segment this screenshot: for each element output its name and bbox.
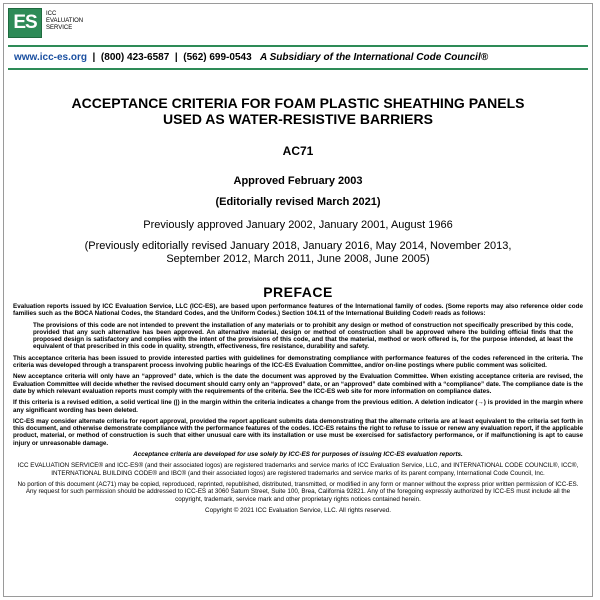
- preface-paragraph-5: ICC-ES may consider alternate criteria for report approval, provided the report applicant submits data demonstrating that the alternate criteria are at least equivalent to the criteria set forth in this document, and otherwise demonstrate compliance with the performance features of the codes. ICC-ES retains the right to refuse to issue or renew any evaluation report, if the applicable product, material, or method of construction is such that either unusual care with its installation or use must be exercised for satisfactory performance, or if malfunctioning is apt to cause injury or unreasonable damage.: [13, 417, 583, 447]
- code-quote: The provisions of this code are not intended to prevent the installation of any materials or to prohibit any design or method of construction not specifically prescribed by this code, provided that any such alternative has been approved. An alternative material, design or method of construction shall be approved where the building official finds that the proposed design is satisfactory and complies with the intent of the provisions of this code, and that the material, method or work offered is, for the purpose intended, at least the equivalent of that prescribed in this code in quality, strength, effectiveness, fire resistance, durability and safety.: [33, 321, 573, 351]
- criteria-code: AC71: [282, 144, 314, 158]
- approved-date: Approved February 2003: [233, 175, 363, 187]
- contact-bar: [14, 51, 586, 64]
- previously-revised-line-1: (Previously editorially revised January 2018, January 2016, May 2014, November 2013,: [84, 240, 512, 252]
- header-rule-bottom: [8, 68, 588, 70]
- preface-paragraph-6: Acceptance criteria are developed for use solely by ICC-ES for purposes of issuing ICC-ES evaluation reports.: [133, 451, 463, 459]
- logo-letters: ES: [13, 12, 37, 33]
- copyright-notice: Copyright © 2021 ICC Evaluation Service, LLC. All rights reserved.: [205, 506, 391, 514]
- title-line-1: ACCEPTANCE CRITERIA FOR FOAM PLASTIC SHEATHING PANELS: [71, 95, 525, 111]
- title-line-2: USED AS WATER-RESISTIVE BARRIERS: [163, 111, 433, 127]
- preface-body: [13, 303, 583, 518]
- header-rule-top: [8, 45, 588, 47]
- phone-1: (800) 423-6587: [100, 52, 170, 63]
- icc-es-logo: [8, 8, 42, 38]
- trademark-notice: ICC EVALUATION SERVICE® and ICC-ES® (and their associated logos) are registered trademarks and service marks of ICC Evaluation Service, LLC, and INTERNATIONAL CODE COUNCIL®, ICC®, INTERNATIONAL BUILDING CODE® and IBC® (and their associated logos) are registered trademarks and service marks of its parent company, International Code Council, Inc.: [17, 462, 579, 477]
- subsidiary-text: A Subsidiary of the International Code Council®: [259, 52, 489, 63]
- logo-text: [46, 11, 83, 32]
- logo-line1: ICC: [46, 11, 57, 17]
- copy-permission-notice: No portion of this document (AC71) may be copied, reproduced, reprinted, republished, distributed, transmitted, or modified in any form or manner without the express prior written permission of ICC-ES. Any request for such permission should be addressed to ICC-ES at 3060 Saturn Street, Suite 100, Brea, California 92821. Any of the foregoing expressly authorized by ICC-ES must include all the copyright, trademark, service mark and other proprietary rights notices contained herein.: [17, 480, 579, 503]
- document-title: [24, 95, 572, 127]
- preface-paragraph-4: If this criteria is a revised edition, a solid vertical line (|) in the margin within the criteria indicates a change from the previous edition. A deletion indicator (→) is provided in the margin where any significant wording has been deleted.: [13, 399, 583, 414]
- previously-revised-line-2: September 2012, March 2011, June 2008, June 2005): [166, 253, 430, 265]
- preface-paragraph-1: Evaluation reports issued by ICC Evaluation Service, LLC (ICC-ES), are based upon performance features of the International family of codes. (Some reports may also reference older code families such as the BOCA National Codes, the Standard Codes, and the Uniform Codes.) Section 104.11 of the International Building Code® reads as follows:: [13, 303, 583, 318]
- header: [8, 8, 308, 42]
- previously-revised: [24, 240, 572, 266]
- separator-2: |: [174, 52, 178, 63]
- preface-paragraph-2: This acceptance criteria has been issued to provide interested parties with guidelines for demonstrating compliance with performance features of the codes referenced in the criteria. The criteria was developed through a transparent process involving public hearings of the ICC-ES Evaluation Committee, and/or on-line postings where public comment was solicited.: [13, 354, 583, 370]
- logo-line3: SERVICE: [46, 25, 73, 31]
- phone-2: (562) 699-0543: [183, 52, 252, 63]
- preface-paragraph-3: New acceptance criteria will only have an “approved” date, which is the date the document was approved by the Evaluation Committee. When existing acceptance criteria are revised, the Evaluation Committee will decide whether the revised document should carry only an “approved” date, or an “approved” date combined with a “compliance” date. The compliance date is the date by which relevant evaluation reports must comply with the requirements of the criteria. See the ICC-ES web site for more information on compliance dates.: [13, 373, 583, 395]
- logo-line2: EVALUATION: [46, 18, 84, 24]
- website-link[interactable]: www.icc-es.org: [14, 52, 87, 63]
- document-page: [3, 3, 593, 597]
- preface-heading: PREFACE: [263, 284, 333, 300]
- separator-1: |: [92, 52, 96, 63]
- editorial-revision: (Editorially revised March 2021): [215, 196, 381, 208]
- previously-approved: Previously approved January 2002, January 2001, August 1966: [143, 219, 453, 231]
